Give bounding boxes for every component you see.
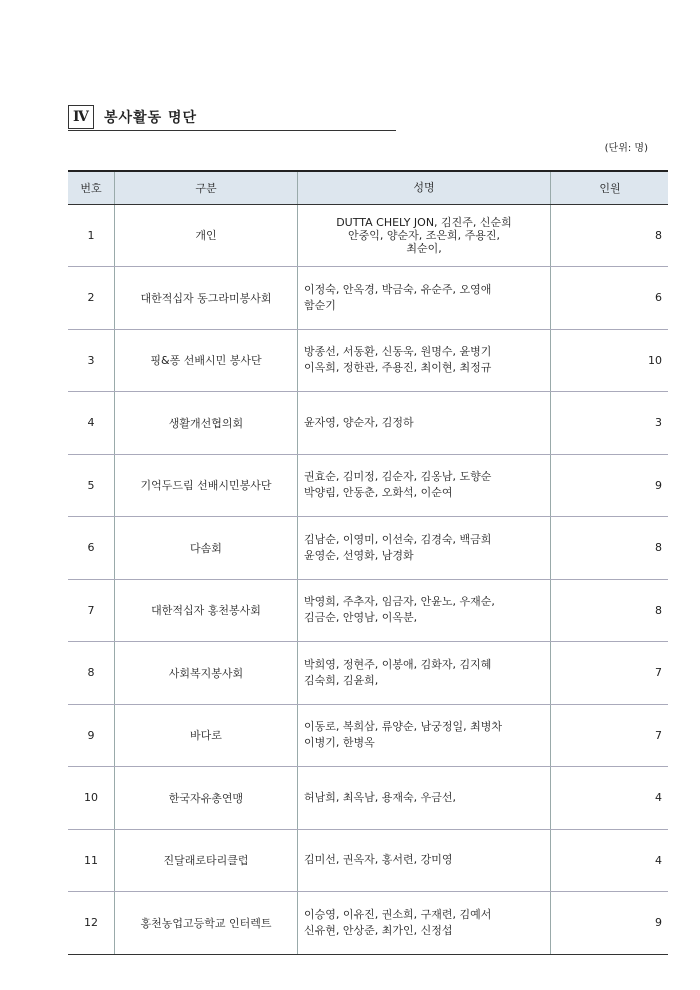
row-count: 9 xyxy=(551,892,669,955)
name-line: 박양림, 안동춘, 오화석, 이순여 xyxy=(304,486,453,500)
header-number: 번호 xyxy=(68,171,115,204)
row-names xyxy=(298,829,551,892)
table-body xyxy=(68,204,668,954)
name-line: 윤자영, 양순자, 김정하 xyxy=(304,415,414,429)
table-row xyxy=(68,392,668,455)
row-category: 바다로 xyxy=(115,704,298,767)
table-row xyxy=(68,579,668,642)
table-row xyxy=(68,454,668,517)
row-count: 8 xyxy=(551,517,669,580)
row-category: 핑&퐁 선배시민 봉사단 xyxy=(115,329,298,392)
row-names xyxy=(298,579,551,642)
name-line: 권효순, 김미정, 김순자, 김옹남, 도향순 xyxy=(304,470,492,484)
name-line: 김금순, 안영남, 이옥분, xyxy=(304,611,418,625)
section-header xyxy=(68,104,396,131)
row-category: 생활개선협의회 xyxy=(115,392,298,455)
name-line: 윤영순, 선영화, 남경화 xyxy=(304,548,414,562)
name-line: 김숙희, 김윤희, xyxy=(304,673,379,687)
row-number: 3 xyxy=(68,329,115,392)
row-category: 대한적십자 동그라미봉사회 xyxy=(115,267,298,330)
name-line: 최순이, xyxy=(406,241,442,255)
table-row xyxy=(68,892,668,955)
name-line: 박희영, 정현주, 이봉애, 김화자, 김지혜 xyxy=(304,657,492,671)
name-line: 박영희, 주추자, 임금자, 안윤노, 우재순, xyxy=(304,595,495,609)
row-category: 사회복지봉사회 xyxy=(115,642,298,705)
row-names xyxy=(298,267,551,330)
row-number: 10 xyxy=(68,767,115,830)
row-category: 대한적십자 홍천봉사회 xyxy=(115,579,298,642)
row-count: 9 xyxy=(551,454,669,517)
row-number: 7 xyxy=(68,579,115,642)
row-names xyxy=(298,642,551,705)
name-line: 신유현, 안상준, 최가인, 신정섭 xyxy=(304,923,453,937)
name-line: 이병기, 한병옥 xyxy=(304,736,375,750)
row-category: 기억두드림 선배시민봉사단 xyxy=(115,454,298,517)
name-line: 방종선, 서동환, 신동욱, 원명수, 윤병기 xyxy=(304,345,492,359)
name-line: 허남희, 최옥남, 용재숙, 우금선, xyxy=(304,790,456,804)
row-category: 진달래로타리클럽 xyxy=(115,829,298,892)
name-line: 이승영, 이유진, 권소희, 구재련, 김예서 xyxy=(304,907,492,921)
name-line: 이정숙, 안옥경, 박금숙, 유순주, 오영애 xyxy=(304,282,492,296)
table-row xyxy=(68,517,668,580)
name-line: DUTTA CHELY JON, 김진주, 신순희 xyxy=(336,215,512,229)
row-number: 6 xyxy=(68,517,115,580)
row-number: 9 xyxy=(68,704,115,767)
row-names xyxy=(298,454,551,517)
volunteer-roster-table xyxy=(68,170,668,955)
row-category: 다솜회 xyxy=(115,517,298,580)
row-count: 4 xyxy=(551,829,669,892)
row-count: 8 xyxy=(551,579,669,642)
table-row xyxy=(68,829,668,892)
row-count: 3 xyxy=(551,392,669,455)
table-row xyxy=(68,704,668,767)
row-number: 8 xyxy=(68,642,115,705)
table-header-row xyxy=(68,171,668,204)
name-line: 이동로, 복희삼, 류양순, 남궁정일, 최병차 xyxy=(304,720,502,734)
row-names xyxy=(298,704,551,767)
row-count: 6 xyxy=(551,267,669,330)
row-number: 12 xyxy=(68,892,115,955)
name-line: 안중익, 양순자, 조은희, 주용진, xyxy=(348,228,500,242)
name-line: 김미선, 권옥자, 홍서련, 강미영 xyxy=(304,853,453,867)
row-category: 홍천농업고등학교 인터렉트 xyxy=(115,892,298,955)
name-line: 함순기 xyxy=(304,298,336,312)
row-number: 11 xyxy=(68,829,115,892)
unit-note: (단위: 명) xyxy=(604,143,648,154)
row-category: 한국자유총연맹 xyxy=(115,767,298,830)
name-line: 이옥희, 정한관, 주용진, 최이현, 최정규 xyxy=(304,361,492,375)
row-names xyxy=(298,204,551,267)
row-count: 7 xyxy=(551,642,669,705)
table-row xyxy=(68,642,668,705)
row-number: 5 xyxy=(68,454,115,517)
header-category: 구분 xyxy=(115,171,298,204)
table-row xyxy=(68,267,668,330)
header-count: 인원 xyxy=(551,171,669,204)
row-count: 8 xyxy=(551,204,669,267)
row-names xyxy=(298,517,551,580)
row-names xyxy=(298,767,551,830)
row-category: 개인 xyxy=(115,204,298,267)
section-title: 봉사활동 명단 xyxy=(104,110,198,126)
row-number: 2 xyxy=(68,267,115,330)
row-count: 10 xyxy=(551,329,669,392)
row-number: 4 xyxy=(68,392,115,455)
row-count: 4 xyxy=(551,767,669,830)
name-line: 김남순, 이영미, 이선숙, 김경숙, 백금희 xyxy=(304,532,492,546)
row-names xyxy=(298,329,551,392)
row-count: 7 xyxy=(551,704,669,767)
table-row xyxy=(68,329,668,392)
row-number: 1 xyxy=(68,204,115,267)
row-names xyxy=(298,892,551,955)
header-names: 성명 xyxy=(298,171,551,204)
table-row xyxy=(68,767,668,830)
row-names xyxy=(298,392,551,455)
section-number-box: Ⅳ xyxy=(68,105,94,129)
table-row xyxy=(68,204,668,267)
